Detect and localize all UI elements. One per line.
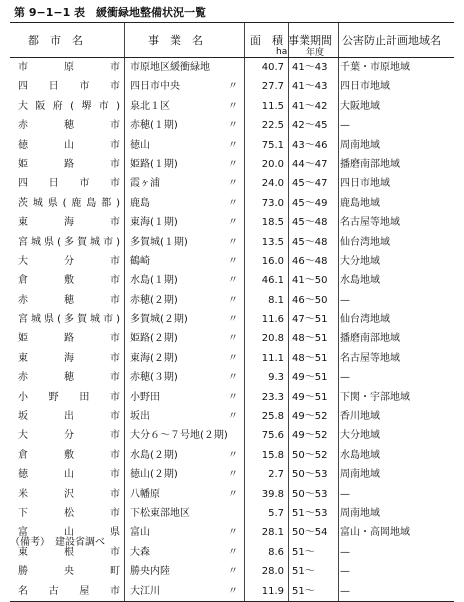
cell-area: 20.0	[261, 158, 284, 170]
cell-period: 49〜51	[292, 372, 328, 384]
table-row	[10, 504, 454, 523]
table-row	[10, 291, 454, 310]
cell-ditto: 〃	[228, 120, 238, 132]
cell-project: 下松東部地区	[130, 507, 190, 519]
header-city: 都 市 名	[28, 34, 83, 47]
cell-project: 東海(１期)	[130, 217, 178, 229]
cell-ditto: 〃	[228, 275, 238, 287]
cell-ditto: 〃	[228, 333, 238, 345]
cell-project: 大江川	[130, 585, 160, 597]
cell-period: 42〜45	[292, 120, 328, 132]
unit-area: ha	[276, 47, 288, 57]
cell-ditto: 〃	[228, 294, 238, 306]
cell-city: 下松市	[18, 507, 120, 519]
cell-city: 市原市	[18, 62, 120, 73]
cell-ditto: 〃	[228, 411, 238, 423]
cell-ditto: 〃	[228, 527, 238, 539]
cell-city: 倉敷市	[18, 275, 120, 287]
cell-project: 大森	[130, 546, 150, 558]
table-row	[10, 116, 454, 135]
cell-region: —	[340, 120, 350, 132]
cell-period: 41〜43	[292, 62, 328, 73]
cell-city: 四日市市	[18, 178, 120, 190]
table-row	[10, 485, 454, 504]
cell-city: 茨城県(鹿島都)	[18, 197, 120, 209]
cell-ditto: 〃	[228, 585, 238, 597]
table-row	[10, 368, 454, 387]
table-row	[10, 426, 454, 445]
cell-project: 鹿島	[130, 197, 150, 209]
table-row	[10, 97, 454, 116]
cell-project: 多賀城(１期)	[130, 236, 188, 248]
cell-region: 下関・宇部地域	[340, 391, 410, 403]
cell-area: 8.1	[268, 294, 284, 306]
cell-project: 八幡原	[130, 488, 160, 500]
cell-ditto: 〃	[228, 449, 238, 461]
cell-ditto: 〃	[228, 217, 238, 229]
cell-period: 50〜53	[292, 488, 328, 500]
cell-region: 香川地域	[340, 411, 380, 423]
header-area: 面 積	[250, 34, 283, 47]
cell-area: 8.6	[268, 546, 284, 558]
col-divider	[288, 23, 289, 57]
table-row	[10, 388, 454, 407]
table-header	[10, 23, 454, 57]
cell-city: 赤穂市	[18, 294, 120, 306]
cell-city: 東海市	[18, 352, 120, 364]
cell-region: 富山・高岡地域	[340, 527, 410, 539]
cell-region: 周南地域	[340, 507, 380, 519]
cell-project: 徳山	[130, 139, 150, 151]
cell-city: 東海市	[18, 217, 120, 229]
cell-period: 46〜48	[292, 255, 328, 267]
table-row	[10, 407, 454, 426]
table-row	[10, 174, 454, 193]
cell-region: 周南地域	[340, 139, 380, 151]
cell-city: 大分市	[18, 430, 120, 442]
cell-region: 水島地域	[340, 275, 380, 287]
cell-city: 四日市市	[18, 81, 120, 93]
cell-period: 49〜51	[292, 391, 328, 403]
cell-project: 赤穂(２期)	[130, 294, 178, 306]
cell-project: 大分６〜７号地(２期)	[130, 430, 228, 442]
cell-area: 11.5	[261, 100, 284, 112]
table-row	[10, 252, 454, 271]
cell-city: 名古屋市	[18, 585, 120, 597]
cell-area: 39.8	[261, 488, 284, 500]
cell-area: 20.8	[261, 333, 284, 345]
cell-area: 27.7	[261, 81, 284, 93]
cell-ditto: 〃	[228, 469, 238, 481]
cell-project: 水島(１期)	[130, 275, 178, 287]
cell-region: 四日市地域	[340, 178, 390, 190]
cell-area: 75.6	[261, 430, 284, 442]
cell-region: 大分地域	[340, 430, 380, 442]
cell-project: 多賀城(２期)	[130, 314, 188, 326]
cell-period: 51〜53	[292, 507, 328, 519]
table-row	[10, 562, 454, 581]
cell-region: —	[340, 566, 350, 578]
cell-project: 坂出	[130, 411, 150, 423]
cell-area: 40.7	[261, 62, 284, 73]
cell-period: 46〜50	[292, 294, 328, 306]
table-row	[10, 465, 454, 484]
table-row	[10, 582, 454, 601]
cell-ditto: 〃	[228, 100, 238, 112]
cell-period: 50〜54	[292, 527, 328, 539]
cell-area: 18.5	[261, 217, 284, 229]
cell-area: 2.7	[268, 469, 284, 481]
header-region: 公害防止計画地域名	[342, 34, 441, 47]
cell-city: 坂出市	[18, 411, 120, 423]
col-divider	[124, 23, 125, 57]
cell-area: 28.1	[261, 527, 284, 539]
cell-city: 赤穂市	[18, 120, 120, 132]
cell-project: 市原地区緩衝緑地	[130, 62, 210, 73]
cell-city: 徳山市	[18, 139, 120, 151]
cell-area: 5.7	[268, 507, 284, 519]
cell-region: —	[340, 546, 350, 558]
cell-ditto: 〃	[228, 391, 238, 403]
cell-project: 姫路(２期)	[130, 333, 178, 345]
cell-area: 9.3	[268, 372, 284, 384]
cell-period: 41〜50	[292, 275, 328, 287]
cell-region: 名古屋等地域	[340, 217, 400, 229]
cell-city: 宮城県(多賀城市)	[18, 236, 120, 248]
cell-city: 大分市	[18, 255, 120, 267]
cell-region: 仙台湾地域	[340, 314, 390, 326]
cell-project: 泉北１区	[130, 100, 170, 112]
table-row	[10, 155, 454, 174]
cell-area: 46.1	[261, 275, 284, 287]
table-row	[10, 233, 454, 252]
table-row	[10, 446, 454, 465]
col-divider	[244, 23, 245, 57]
header-project: 事 業 名	[148, 34, 203, 47]
cell-region: —	[340, 488, 350, 500]
cell-period: 51〜	[292, 566, 315, 578]
green-buffer-table	[10, 22, 454, 602]
unit-period: 年度	[306, 48, 325, 58]
cell-area: 11.6	[261, 314, 284, 326]
col-divider	[338, 23, 339, 57]
cell-city: 徳山市	[18, 469, 120, 481]
cell-area: 16.0	[261, 255, 284, 267]
cell-region: —	[340, 372, 350, 384]
cell-ditto: 〃	[228, 197, 238, 209]
table-title: 第 9−1−1 表 緩衝緑地整備状況一覧	[14, 6, 207, 19]
source-note: （備考） 建設省調べ	[10, 537, 105, 548]
cell-area: 75.1	[261, 139, 284, 151]
cell-city: 米沢市	[18, 488, 120, 500]
cell-project: 水島(２期)	[130, 449, 178, 461]
cell-period: 44〜47	[292, 158, 328, 170]
cell-project: 四日市中央	[130, 81, 180, 93]
table-row	[10, 329, 454, 348]
table-row	[10, 194, 454, 213]
cell-city: 赤穂市	[18, 372, 120, 384]
cell-region: 周南地域	[340, 469, 380, 481]
cell-period: 49〜52	[292, 430, 328, 442]
cell-period: 50〜53	[292, 469, 328, 481]
cell-project: 小野田	[130, 391, 160, 403]
cell-period: 48〜51	[292, 333, 328, 345]
cell-project: 徳山(２期)	[130, 469, 178, 481]
cell-city: 小野田市	[18, 391, 120, 403]
cell-period: 43〜46	[292, 139, 328, 151]
cell-period: 51〜	[292, 546, 315, 558]
cell-region: 大分地域	[340, 255, 380, 267]
cell-region: 播磨南部地域	[340, 333, 400, 345]
table-row	[10, 77, 454, 96]
cell-ditto: 〃	[228, 139, 238, 151]
cell-project: 霞ヶ浦	[130, 178, 160, 190]
cell-ditto: 〃	[228, 158, 238, 170]
table-row	[10, 349, 454, 368]
cell-period: 45〜47	[292, 178, 328, 190]
cell-area: 11.1	[261, 352, 284, 364]
table-row	[10, 136, 454, 155]
cell-period: 47〜51	[292, 314, 328, 326]
cell-ditto: 〃	[228, 352, 238, 364]
cell-city: 姫路市	[18, 158, 120, 170]
cell-area: 11.9	[261, 585, 284, 597]
cell-project: 赤穂(１期)	[130, 120, 178, 132]
cell-region: —	[340, 294, 350, 306]
cell-period: 45〜48	[292, 236, 328, 248]
cell-city: 勝央町	[18, 566, 120, 578]
cell-period: 41〜43	[292, 81, 328, 93]
cell-region: 播磨南部地域	[340, 158, 400, 170]
cell-ditto: 〃	[228, 546, 238, 558]
cell-area: 28.0	[261, 566, 284, 578]
table-row	[10, 271, 454, 290]
cell-period: 48〜51	[292, 352, 328, 364]
cell-ditto: 〃	[228, 236, 238, 248]
cell-area: 24.0	[261, 178, 284, 190]
cell-area: 22.5	[261, 120, 284, 132]
cell-region: 四日市地域	[340, 81, 390, 93]
cell-project: 東海(２期)	[130, 352, 178, 364]
cell-ditto: 〃	[228, 314, 238, 326]
table-row	[10, 58, 454, 77]
cell-area: 73.0	[261, 197, 284, 209]
cell-region: 鹿島地域	[340, 197, 380, 209]
cell-region: 仙台湾地域	[340, 236, 390, 248]
cell-ditto: 〃	[228, 81, 238, 93]
table-row	[10, 213, 454, 232]
cell-region: 名古屋等地域	[340, 352, 400, 364]
cell-area: 23.3	[261, 391, 284, 403]
cell-ditto: 〃	[228, 488, 238, 500]
cell-ditto: 〃	[228, 178, 238, 190]
cell-ditto: 〃	[228, 372, 238, 384]
cell-project: 赤穂(３期)	[130, 372, 178, 384]
cell-city: 富山県	[18, 527, 120, 539]
cell-period: 50〜52	[292, 449, 328, 461]
cell-region: —	[340, 585, 350, 597]
cell-city: 姫路市	[18, 333, 120, 345]
header-period: 事業期間	[288, 34, 332, 47]
cell-city: 大阪府(堺市)	[18, 100, 120, 112]
cell-region: 水島地域	[340, 449, 380, 461]
cell-project: 富山	[130, 527, 150, 539]
cell-area: 25.8	[261, 411, 284, 423]
cell-region: 千葉・市原地域	[340, 62, 410, 73]
cell-ditto: 〃	[228, 566, 238, 578]
cell-period: 41〜42	[292, 100, 328, 112]
cell-city: 宮城県(多賀城市)	[18, 314, 120, 326]
cell-ditto: 〃	[228, 255, 238, 267]
cell-area: 13.5	[261, 236, 284, 248]
cell-area: 15.8	[261, 449, 284, 461]
cell-region: 大阪地域	[340, 100, 380, 112]
table-row	[10, 310, 454, 329]
cell-period: 49〜52	[292, 411, 328, 423]
cell-project: 姫路(１期)	[130, 158, 178, 170]
cell-project: 勝央内陸	[130, 566, 170, 578]
cell-period: 51〜	[292, 585, 315, 597]
cell-project: 鶴崎	[130, 255, 150, 267]
table-body	[10, 58, 454, 601]
cell-city: 東根市	[18, 546, 120, 558]
cell-period: 45〜48	[292, 217, 328, 229]
cell-city: 倉敷市	[18, 449, 120, 461]
cell-period: 45〜49	[292, 197, 328, 209]
